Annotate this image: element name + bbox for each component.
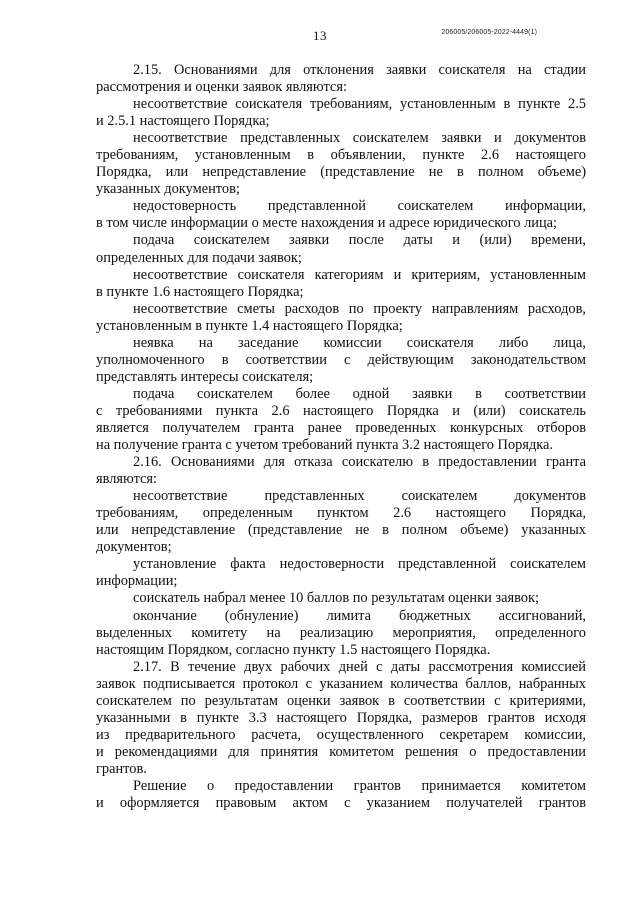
text-line: 2.15. Основаниями для отклонения заявки соискателя на стадии	[133, 62, 586, 78]
text-line: недостоверность представленной соискателем информации,	[133, 198, 586, 215]
text-line: и рекомендациями для принятия комитетом решения о предоставлении	[96, 743, 586, 760]
text-line: указанных документов;	[96, 181, 240, 198]
text-line: являются:	[96, 471, 158, 488]
text-line: требованиям, определенным пунктом 2.6 настоящего Порядка,	[96, 505, 586, 522]
text-line: грантов.	[96, 760, 147, 777]
text-line: Порядка, или непредставление (представление не в полном объеме)	[96, 164, 586, 181]
text-line: или непредставление (представление не в полном объеме) указанных	[96, 522, 586, 539]
text-line: несоответствие соискателя требованиям, установленным в пункте 2.5	[133, 96, 586, 113]
text-line: и оформляется правовым актом с указанием получателей грантов	[96, 795, 586, 812]
text-line: на получение гранта с учетом требований пункта 3.2 настоящего Порядка.	[96, 437, 554, 454]
text-line: несоответствие представленных соискателем заявки и документов	[133, 130, 586, 147]
text-line: несоответствие сметы расходов по проекту направлениям расходов,	[133, 300, 586, 317]
text-line: является получателем гранта ранее проведенных конкурсных отборов	[96, 419, 586, 436]
text-line: окончание (обнуление) лимита бюджетных ассигнований,	[133, 607, 586, 624]
text-line: в том числе информации о месте нахождения и адресе юридического лица;	[96, 215, 558, 232]
text-line: документов;	[96, 539, 172, 556]
document-id: 206005/206005-2022-4449(1)	[441, 29, 537, 36]
text-line: несоответствие представленных соискателем документов	[133, 488, 586, 505]
text-line: установление факта недостоверности представленной соискателем	[133, 556, 586, 573]
document-body	[96, 62, 586, 812]
text-line: уполномоченного в соответствии с действующим законодательством	[96, 351, 586, 368]
text-line: с требованиями пункта 2.6 настоящего Порядка и (или) соискатель	[96, 402, 586, 419]
text-line: из предварительного расчета, осуществленного секретарем комиссии,	[96, 726, 586, 743]
text-line: несоответствие соискателя категориям и критериям, установленным	[133, 266, 586, 283]
text-line: требованиям, установленным в объявлении, пункте 2.6 настоящего	[96, 147, 586, 164]
page-number: 13	[313, 28, 327, 43]
text-line: подача соискателем более одной заявки в соответствии	[133, 385, 586, 402]
text-line: соискатель набрал менее 10 баллов по результатам оценки заявок;	[133, 590, 539, 607]
text-line: представлять интересы соискателя;	[96, 368, 314, 385]
text-line: установленным в пункте 1.4 настоящего Порядка;	[96, 317, 403, 334]
text-line: указанными в пункте 3.3 настоящего Порядка, размеров грантов исходя	[96, 709, 586, 726]
text-line: неявка на заседание комиссии соискателя либо лица,	[133, 334, 586, 351]
text-line: заявок подписывается протокол с указанием количества баллов, набранных	[96, 675, 586, 692]
text-line: рассмотрения и оценки заявок являются:	[96, 79, 347, 96]
text-line: в пункте 1.6 настоящего Порядка;	[96, 283, 304, 300]
text-line: настоящим Порядком, согласно пункту 1.5 настоящего Порядка.	[96, 641, 491, 658]
text-line: соискателем по результатам оценки заявок в соответствии с критериями,	[96, 692, 586, 709]
text-line: 2.16. Основаниями для отказа соискателю в предоставлении гранта	[133, 454, 586, 471]
text-line: выделенных комитету на реализацию мероприятия, определенного	[96, 624, 586, 641]
text-line: подача соискателем заявки после даты и (или) времени,	[133, 232, 586, 249]
text-line: и 2.5.1 настоящего Порядка;	[96, 113, 270, 130]
text-line: Решение о предоставлении грантов принимается комитетом	[133, 777, 586, 794]
text-line: определенных для подачи заявок;	[96, 249, 302, 266]
text-line: информации;	[96, 573, 178, 590]
text-line: 2.17. В течение двух рабочих дней с даты рассмотрения комиссией	[133, 658, 586, 675]
